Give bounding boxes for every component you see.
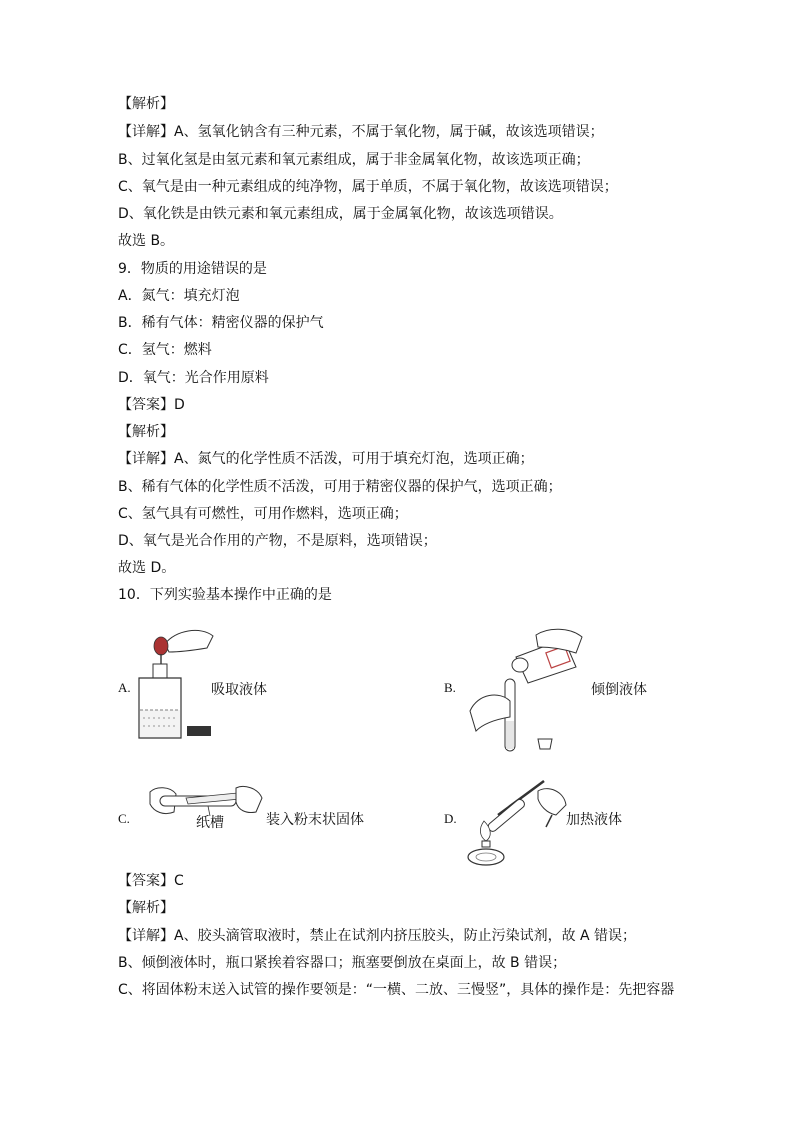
text-line: 【详解】A、氮气的化学性质不活泼，可用于填充灯泡，选项正确； — [118, 451, 534, 467]
figure-d-illustration — [460, 771, 570, 867]
text-line: 故选 D。 — [118, 560, 176, 576]
figure-b-label: B. — [444, 680, 456, 695]
text-line: B、倾倒液体时，瓶口紧挨着容器口；瓶塞要倒放在桌面上，故 B 错误； — [118, 955, 567, 971]
answer-line: 【答案】C — [118, 873, 184, 889]
text-line: B、过氧化氢是由氢元素和氧元素组成，属于非金属氧化物，故该选项正确； — [118, 152, 590, 168]
figure-b-caption: 倾倒液体 — [591, 682, 647, 698]
question-9: 9．物质的用途错误的是 — [118, 261, 267, 277]
figure-a-caption: 吸取液体 — [211, 682, 267, 698]
option-c: C．氢气：燃料 — [118, 342, 212, 358]
option-b: B．稀有气体：精密仪器的保护气 — [118, 315, 324, 331]
figure-c-note: 纸槽 — [196, 815, 224, 831]
answer-line: 【答案】D — [118, 397, 185, 413]
option-a: A．氮气：填充灯泡 — [118, 288, 240, 304]
section-heading-analysis: 【解析】 — [118, 96, 174, 112]
text-line: 故选 B。 — [118, 233, 175, 249]
text-line: C、将固体粉末送入试管的操作要领是：“一横、二放、三慢竖”，具体的操作是：先把容器 — [118, 982, 675, 998]
figure-b-illustration — [466, 627, 596, 757]
text-line: C、氢气具有可燃性，可用作燃料，选项正确； — [118, 506, 408, 522]
figure-a-label: A. — [118, 680, 131, 695]
figure-d-label: D. — [444, 811, 457, 826]
figure-d-caption: 加热液体 — [566, 812, 622, 828]
question-10: 10．下列实验基本操作中正确的是 — [118, 587, 332, 603]
section-heading-analysis: 【解析】 — [118, 900, 174, 916]
figure-c-label: C. — [118, 811, 130, 826]
text-line: 【详解】A、胶头滴管取液时，禁止在试剂内挤压胶头，防止污染试剂，故 A 错误； — [118, 928, 637, 944]
text-line: B、稀有气体的化学性质不活泼，可用于精密仪器的保护气，选项正确； — [118, 479, 562, 495]
section-heading-analysis: 【解析】 — [118, 424, 174, 440]
option-d: D．氧气：光合作用原料 — [118, 370, 269, 386]
text-line: 【详解】A、氢氧化钠含有三种元素，不属于氧化物，属于碱，故该选项错误； — [118, 124, 604, 140]
figure-c-caption: 装入粉末状固体 — [266, 812, 364, 828]
text-line: C、氧气是由一种元素组成的纯净物，属于单质，不属于氧化物，故该选项错误； — [118, 179, 618, 195]
text-line: D、氧气是光合作用的产物，不是原料，选项错误； — [118, 533, 437, 549]
text-line: D、氧化铁是由铁元素和氧元素组成，属于金属氧化物，故该选项错误。 — [118, 206, 563, 222]
